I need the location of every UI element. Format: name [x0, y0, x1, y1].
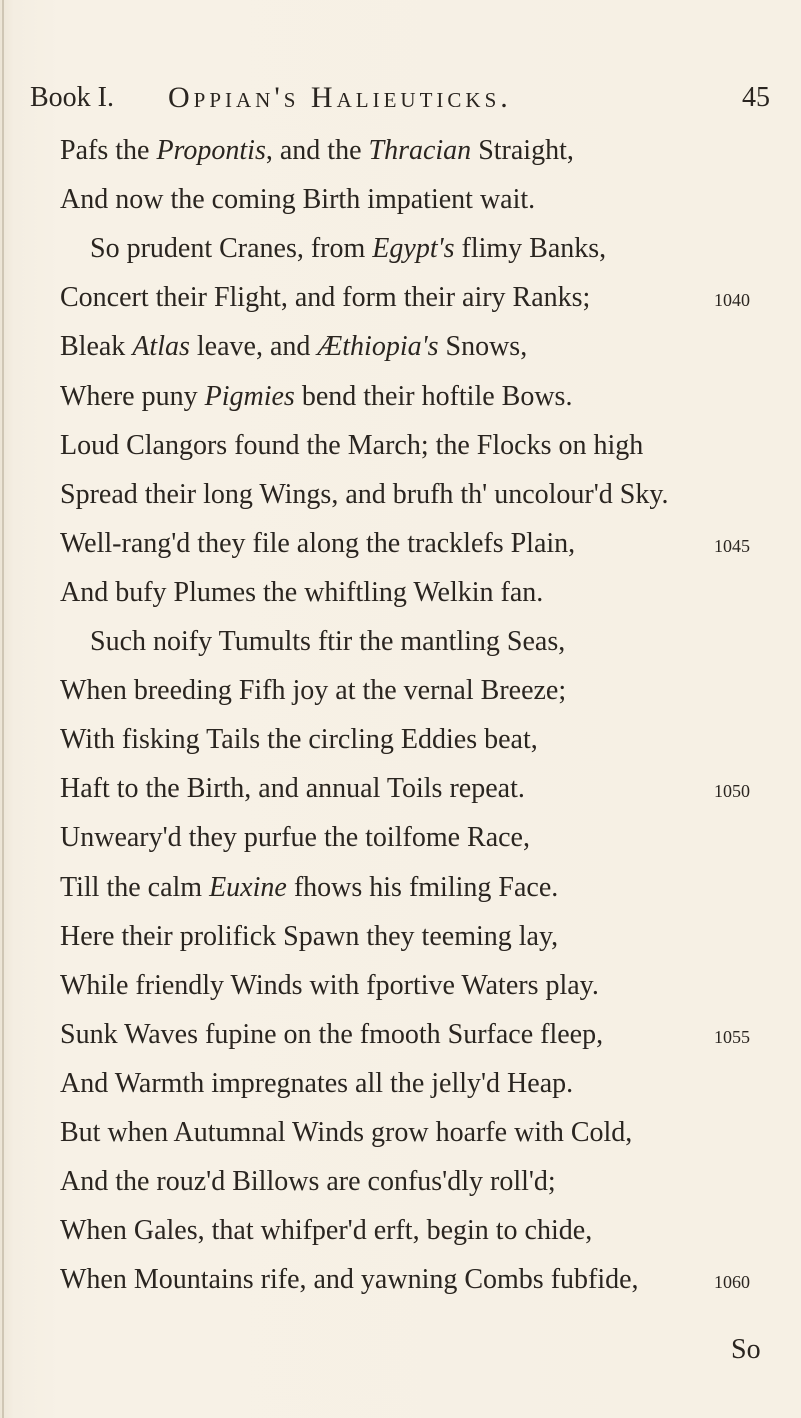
- verse-line: [60, 131, 574, 171]
- verse-line: [60, 180, 535, 220]
- verse-text: Pafs the: [60, 135, 157, 166]
- verse-line: [60, 1162, 556, 1202]
- verse-line: [60, 769, 525, 809]
- page-gutter: [2, 0, 4, 1418]
- line-number: 1040: [714, 290, 750, 310]
- verse-line: [60, 868, 558, 908]
- verse-text: Loud Clangors found the March; the Flocks on high: [60, 430, 644, 461]
- verse-text: But when Autumnal Winds grow hoarfe with Cold,: [60, 1117, 633, 1148]
- verse-text: When Mountains rife, and yawning Combs fubfide,: [60, 1264, 639, 1295]
- verse-text: Snows,: [438, 331, 528, 362]
- verse-text: Till the calm: [60, 872, 210, 903]
- running-title: Oppian's Halieuticks.: [168, 81, 512, 114]
- line-number: 1060: [714, 1272, 750, 1292]
- verse-text: Well-rang'd they file along the tracklefs Plain,: [60, 528, 576, 559]
- verse-text: Straight,: [471, 135, 574, 166]
- page-number: 45: [742, 82, 770, 113]
- verse-line: [60, 720, 538, 760]
- verse-line: [60, 1015, 603, 1055]
- verse-text: Here their prolifick Spawn they teeming lay,: [60, 921, 559, 952]
- verse-text: Such noify Tumults ftir the mantling Seas,: [90, 626, 566, 657]
- verse-text: fhows his fmiling Face.: [286, 872, 559, 903]
- verse-text: With fisking Tails the circling Eddies beat,: [60, 724, 538, 755]
- verse-text: Unweary'd they purfue the toilfome Race,: [60, 822, 530, 853]
- verse-text: Bleak: [60, 331, 133, 362]
- verse-text: bend their hoftile Bows.: [294, 381, 573, 412]
- italic-word: Thracian: [368, 135, 472, 166]
- verse-text: , and the: [265, 135, 369, 166]
- verse-line: [60, 377, 572, 417]
- verse-line: [60, 1211, 592, 1251]
- line-number: 1045: [714, 536, 750, 556]
- verse-line: [60, 818, 530, 858]
- verse-text: So prudent Cranes, from: [90, 233, 373, 264]
- verse-line: [60, 426, 643, 466]
- verse-text: Haft to the Birth, and annual Toils repeat.: [60, 773, 525, 804]
- italic-word: Propontis: [156, 135, 266, 166]
- book-label: Book I.: [30, 82, 114, 113]
- verse-text: When breeding Fifh joy at the vernal Breeze;: [60, 675, 567, 706]
- running-head: [30, 78, 770, 118]
- verse-line: [60, 1113, 632, 1153]
- verse-text: And now the coming Birth impatient wait.: [60, 184, 536, 215]
- verse-text: While friendly Winds with fportive Waters play.: [60, 970, 599, 1001]
- line-number: 1055: [714, 1027, 750, 1047]
- italic-word: Euxine: [209, 872, 287, 903]
- verse-text: Spread their long Wings, and brufh th' uncolour'd Sky.: [60, 479, 669, 510]
- verse-line: [60, 278, 590, 318]
- italic-word: Æthiopia's: [317, 331, 439, 362]
- italic-word: Pigmies: [204, 381, 295, 412]
- verse-line: [60, 671, 566, 711]
- verse-line: [60, 1064, 573, 1104]
- italic-word: Egypt's: [372, 233, 455, 264]
- verse-text: flimy Banks,: [454, 233, 607, 264]
- line-number: 1050: [714, 781, 750, 801]
- catchword: So: [731, 1334, 761, 1365]
- verse-text: And bufy Plumes the whiftling Welkin fan.: [60, 577, 544, 608]
- verse-text: And the rouz'd Billows are confus'dly roll'd;: [60, 1166, 556, 1197]
- verse-line: [60, 1260, 639, 1300]
- verse-line: [60, 917, 558, 957]
- verse-text: Where puny: [60, 381, 205, 412]
- verse-text: Concert their Flight, and form their airy Ranks;: [60, 282, 591, 313]
- verse-line: [90, 622, 565, 662]
- verse-line: [60, 475, 669, 515]
- verse-line: [60, 966, 599, 1006]
- verse-text: Sunk Waves fupine on the fmooth Surface fleep,: [60, 1019, 604, 1050]
- italic-word: Atlas: [132, 331, 190, 362]
- verse-text: leave, and: [189, 331, 318, 362]
- verse-line: [90, 229, 606, 269]
- verse-line: [60, 573, 543, 613]
- verse-text: And Warmth impregnates all the jelly'd Heap.: [60, 1068, 574, 1099]
- verse-line: [60, 327, 527, 367]
- verse-line: [60, 524, 575, 564]
- verse-text: When Gales, that whifper'd erft, begin to chide,: [60, 1215, 593, 1246]
